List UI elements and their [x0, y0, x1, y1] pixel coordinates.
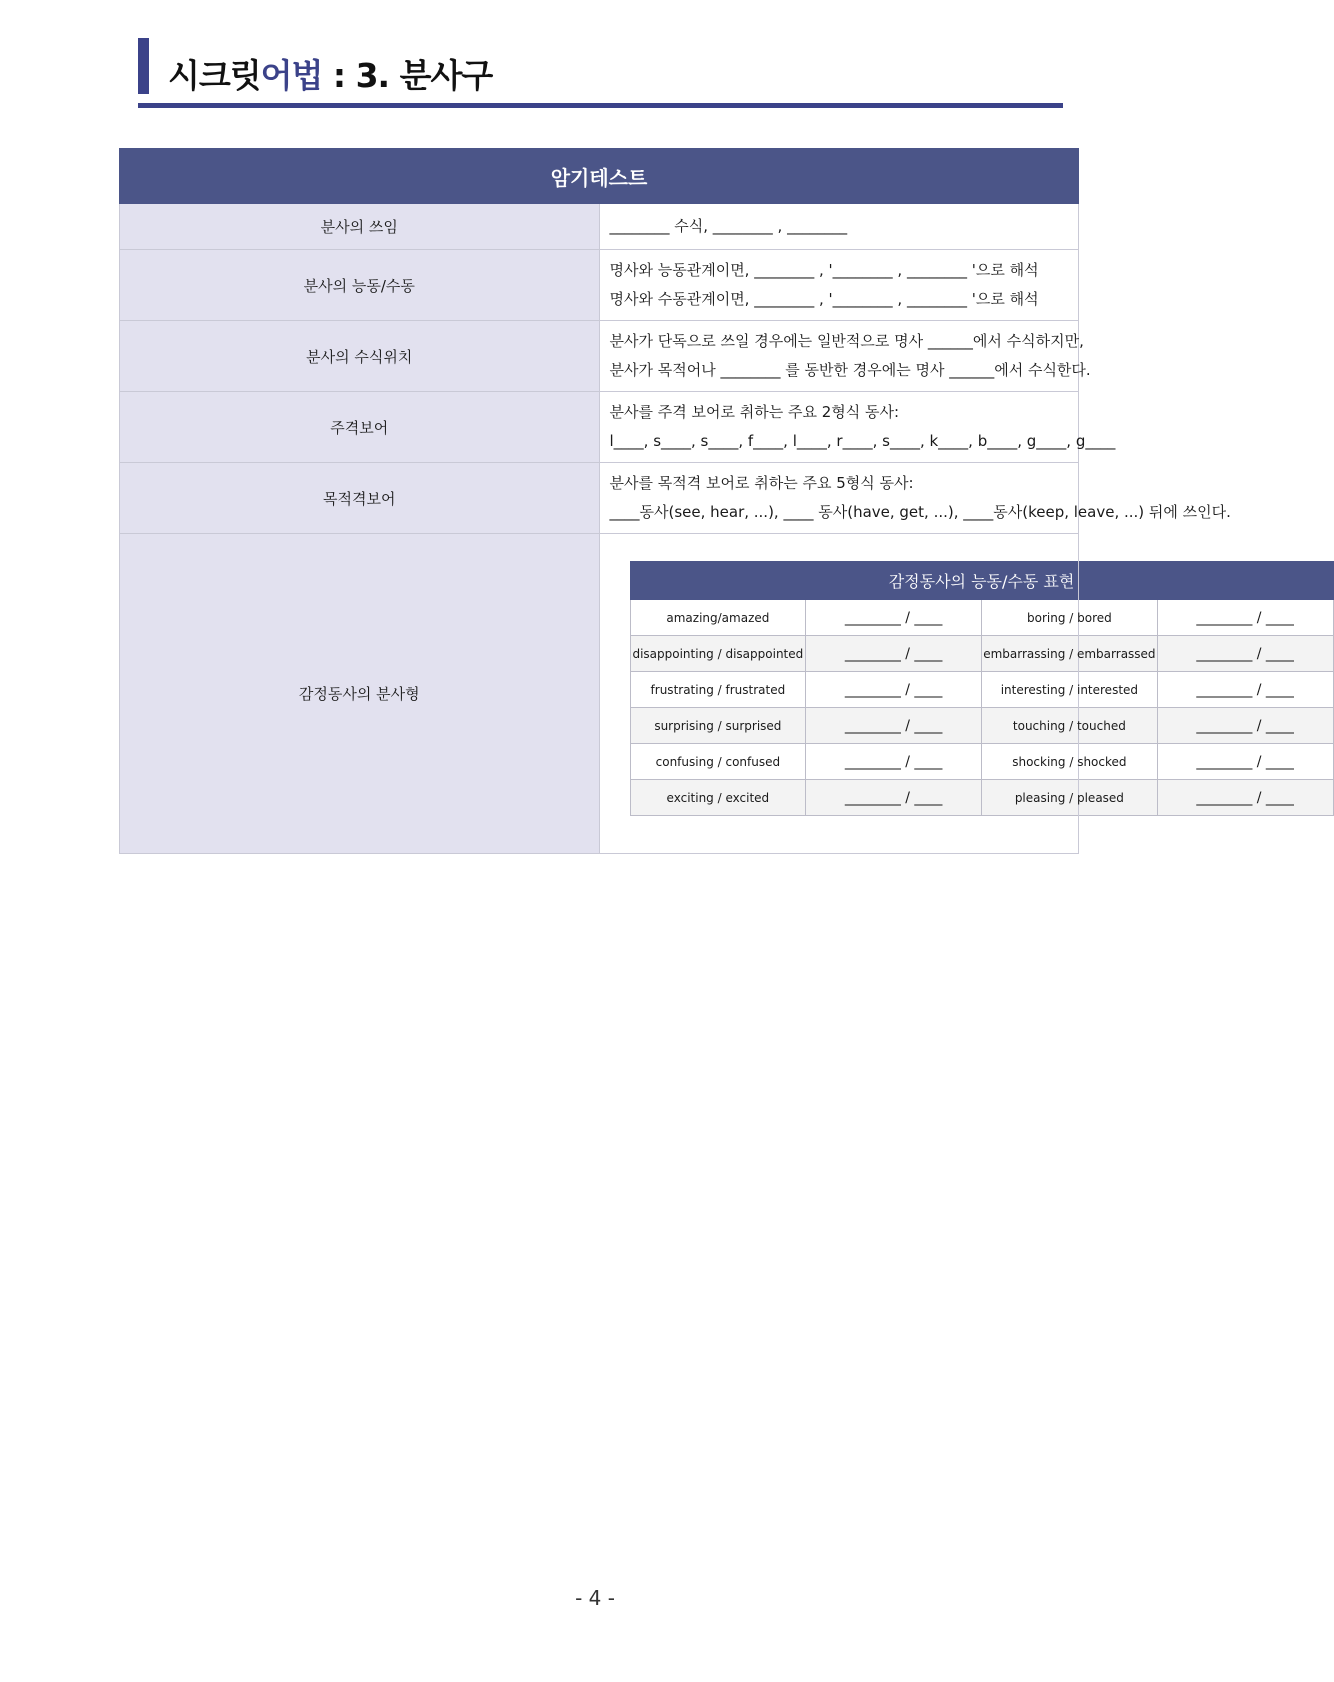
row-content — [599, 204, 1079, 250]
table-row — [120, 321, 1079, 392]
table-row — [120, 250, 1079, 321]
row-content — [599, 534, 1294, 854]
page-title — [168, 50, 492, 97]
word-pair: amazing/amazed — [630, 600, 806, 636]
answer-blank: ________ / ____ — [806, 672, 982, 708]
table-row — [630, 744, 1333, 780]
answer-blank: ________ / ____ — [1157, 744, 1333, 780]
row-content — [599, 321, 1091, 392]
word-pair: touching / touched — [982, 708, 1158, 744]
answer-blank: ________ / ____ — [1157, 636, 1333, 672]
word-pair: confusing / confused — [630, 744, 806, 780]
title-part-2: : 3. 분사구 — [322, 56, 493, 95]
word-pair: boring / bored — [982, 600, 1158, 636]
answer-blank: ________ / ____ — [1157, 672, 1333, 708]
row-label: 목적격보어 — [120, 463, 600, 534]
title-accent: 어법 — [260, 56, 323, 95]
table-row — [630, 708, 1333, 744]
row-content — [599, 250, 1079, 321]
word-pair: surprising / surprised — [630, 708, 806, 744]
table-row — [120, 463, 1079, 534]
table-row — [630, 672, 1333, 708]
table-row — [630, 636, 1333, 672]
content-line: 분사가 목적어나 ________ 를 동반한 경우에는 명사 ______에서 수식한다. — [609, 361, 1091, 379]
answer-blank: ________ / ____ — [1157, 780, 1333, 816]
word-pair: disappointing / disappointed — [630, 636, 806, 672]
word-pair: exciting / excited — [630, 780, 806, 816]
table-row — [120, 534, 1079, 854]
row-label: 분사의 수식위치 — [120, 321, 600, 392]
answer-blank: ________ / ____ — [1157, 708, 1333, 744]
answer-blank: ________ / ____ — [806, 744, 982, 780]
row-content — [599, 463, 1231, 534]
content-line: 분사를 주격 보어로 취하는 주요 2형식 동사: — [609, 403, 900, 421]
table-heading: 암기테스트 — [120, 149, 1079, 204]
content-line: ________ 수식, ________ , ________ — [609, 217, 848, 235]
header-accent-bar — [138, 38, 149, 94]
word-pair: pleasing / pleased — [982, 780, 1158, 816]
word-pair: shocking / shocked — [982, 744, 1158, 780]
header-underline — [138, 103, 1063, 108]
answer-blank: ________ / ____ — [806, 600, 982, 636]
content-line: 분사가 단독으로 쓰일 경우에는 일반적으로 명사 ______에서 수식하지만, — [609, 332, 1084, 350]
word-pair: embarrassing / embarrassed — [982, 636, 1158, 672]
emotion-table-heading: 감정동사의 능동/수동 표현 — [630, 562, 1333, 600]
word-pair: frustrating / frustrated — [630, 672, 806, 708]
answer-blank: ________ / ____ — [806, 780, 982, 816]
row-label: 주격보어 — [120, 392, 600, 463]
answer-blank: ________ / ____ — [1157, 600, 1333, 636]
title-part-1: 시크릿 — [168, 56, 261, 95]
table-row — [630, 780, 1333, 816]
word-pair: interesting / interested — [982, 672, 1158, 708]
table-row — [120, 204, 1079, 250]
row-content — [599, 392, 1116, 463]
row-label: 분사의 능동/수동 — [120, 250, 600, 321]
emotion-verb-table — [630, 561, 1334, 816]
row-label: 감정동사의 분사형 — [120, 534, 600, 854]
content-line: l____, s____, s____, f____, l____, r____, s____, k____, b____, g____, g____ — [609, 432, 1116, 450]
answer-blank: ________ / ____ — [806, 708, 982, 744]
answer-blank: ________ / ____ — [806, 636, 982, 672]
table-row — [120, 392, 1079, 463]
page-number: - 4 - — [575, 1586, 615, 1610]
content-line: ____동사(see, hear, ...), ____ 동사(have, get, ...), ____동사(keep, leave, ...) 뒤에 쓰인다. — [609, 503, 1231, 521]
row-label: 분사의 쓰임 — [120, 204, 600, 250]
memory-test-table — [119, 148, 1294, 854]
content-line: 명사와 수동관계이면, ________ , '________ , ________ '으로 해석 — [609, 290, 1039, 308]
content-line: 명사와 능동관계이면, ________ , '________ , ________ '으로 해석 — [609, 261, 1039, 279]
table-row — [630, 600, 1333, 636]
content-line: 분사를 목적격 보어로 취하는 주요 5형식 동사: — [609, 474, 914, 492]
